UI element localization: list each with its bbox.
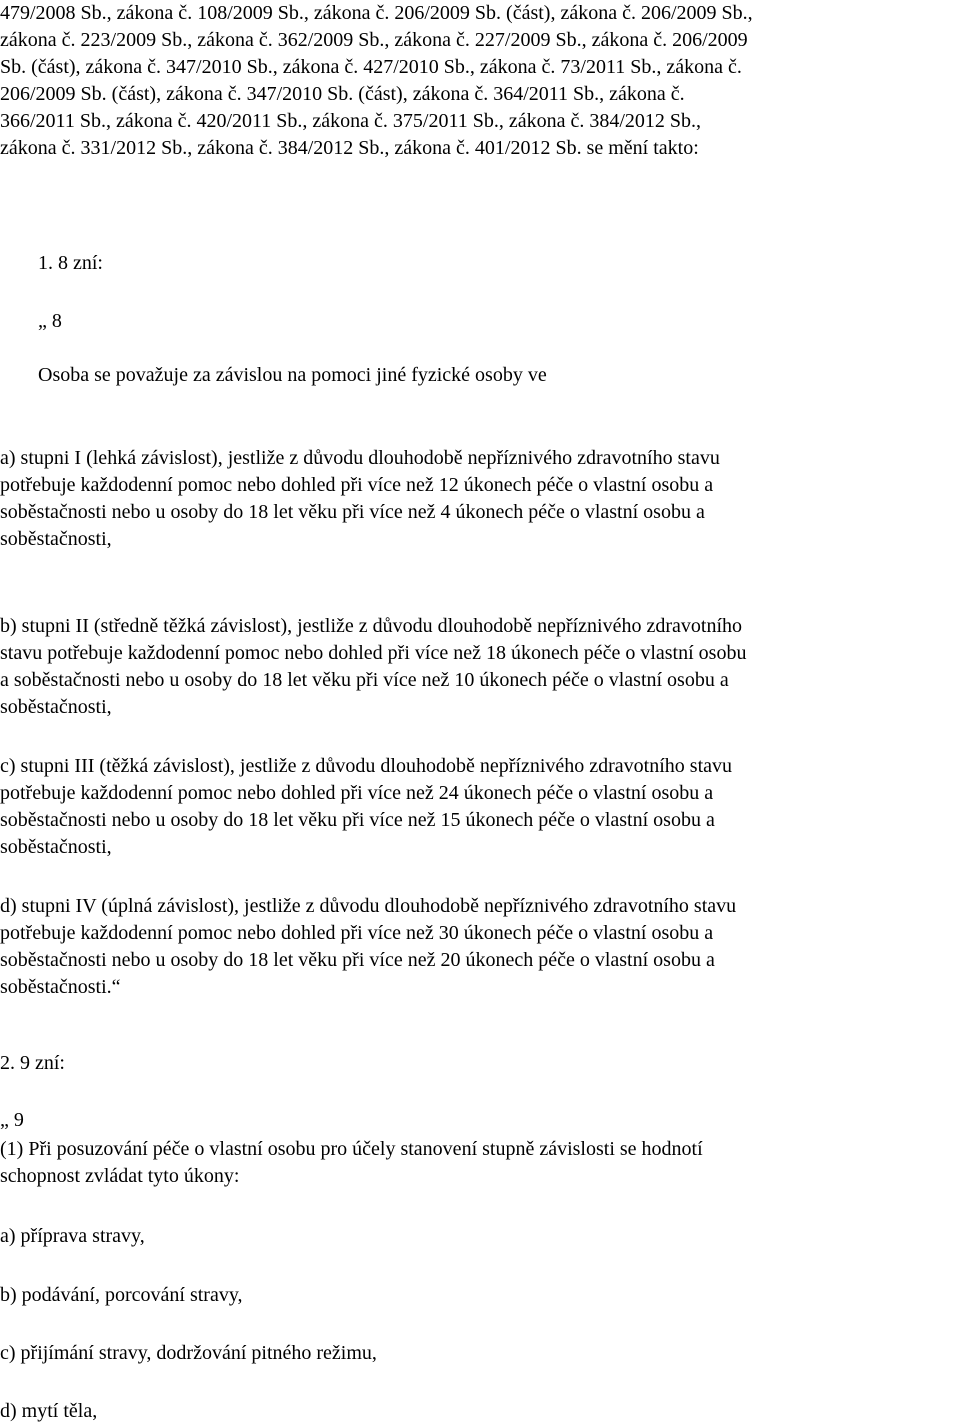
item-line: soběstačnosti nebo u osoby do 18 let věku při více než 4 úkonech péče o vlastní osobu a <box>0 501 705 523</box>
section-2-heading: 2. 9 zní: <box>0 1052 65 1074</box>
intro-line: 206/2009 Sb. (část), zákona č. 347/2010 Sb. (část), zákona č. 364/2011 Sb., zákona č. <box>0 83 685 105</box>
intro-line: Sb. (část), zákona č. 347/2010 Sb., zákona č. 427/2010 Sb., zákona č. 73/2011 Sb., zákona č. <box>0 56 742 78</box>
item-line: c) stupni III (těžká závislost), jestliže z důvodu dlouhodobě nepříznivého zdravotního stavu <box>0 755 733 777</box>
item-line: soběstačnosti nebo u osoby do 18 let věku při více než 20 úkonech péče o vlastní osobu a <box>0 949 715 971</box>
item-line: soběstačnosti, <box>0 528 112 550</box>
paragraph-line: (1) Při posuzování péče o vlastní osobu pro účely stanovení stupně závislosti se hodnotí <box>0 1138 703 1160</box>
section-2-paragraph-sign: „ 9 <box>0 1109 24 1131</box>
intro-paragraph <box>0 0 952 162</box>
degree-item-b <box>0 613 952 721</box>
item-line: b) stupni II (středně těžká závislost), jestliže z důvodu dlouhodobě nepříznivého zdravotního <box>0 615 743 637</box>
item-line: d) stupni IV (úplná závislost), jestliže z důvodu dlouhodobě nepříznivého zdravotního stavu <box>0 895 737 917</box>
item-line: potřebuje každodenní pomoc nebo dohled při více než 24 úkonech péče o vlastní osobu a <box>0 782 714 804</box>
item-line: potřebuje každodenní pomoc nebo dohled při více než 12 úkonech péče o vlastní osobu a <box>0 474 714 496</box>
section-1-lead-text: Osoba se považuje za závislou na pomoci jiné fyzické osoby ve <box>38 364 547 386</box>
item-line: a) stupni I (lehká závislost), jestliže z důvodu dlouhodobě nepříznivého zdravotního stavu <box>0 447 720 469</box>
task-item-d: d) mytí těla, <box>0 1400 98 1422</box>
intro-line: 479/2008 Sb., zákona č. 108/2009 Sb., zákona č. 206/2009 Sb. (část), zákona č. 206/2009 Sb., <box>0 2 753 24</box>
task-item-a: a) příprava stravy, <box>0 1225 145 1247</box>
intro-line: zákona č. 223/2009 Sb., zákona č. 362/2009 Sb., zákona č. 227/2009 Sb., zákona č. 206/2009 <box>0 29 748 51</box>
item-line: stavu potřebuje každodenní pomoc nebo dohled při více než 18 úkonech péče o vlastní osobu <box>0 642 747 664</box>
section-2-paragraph-1 <box>0 1136 952 1190</box>
degree-item-d <box>0 893 952 1001</box>
paragraph-line: schopnost zvládat tyto úkony: <box>0 1165 240 1187</box>
item-line: potřebuje každodenní pomoc nebo dohled při více než 30 úkonech péče o vlastní osobu a <box>0 922 714 944</box>
item-line: a soběstačnosti nebo u osoby do 18 let věku při více než 10 úkonech péče o vlastní osobu a <box>0 669 729 691</box>
degree-item-a <box>0 445 952 553</box>
item-line: soběstačnosti nebo u osoby do 18 let věku při více než 15 úkonech péče o vlastní osobu a <box>0 809 715 831</box>
task-item-c: c) přijímání stravy, dodržování pitného režimu, <box>0 1342 377 1364</box>
intro-line: 366/2011 Sb., zákona č. 420/2011 Sb., zákona č. 375/2011 Sb., zákona č. 384/2012 Sb., <box>0 110 702 132</box>
section-1-paragraph-sign: „ 8 <box>38 310 62 332</box>
item-line: soběstačnosti, <box>0 696 112 718</box>
section-1-heading: 1. 8 zní: <box>38 252 103 274</box>
item-line: soběstačnosti.“ <box>0 976 121 998</box>
task-item-b: b) podávání, porcování stravy, <box>0 1284 243 1306</box>
degree-item-c <box>0 753 952 861</box>
intro-line: zákona č. 331/2012 Sb., zákona č. 384/2012 Sb., zákona č. 401/2012 Sb. se mění takto: <box>0 137 699 159</box>
item-line: soběstačnosti, <box>0 836 112 858</box>
